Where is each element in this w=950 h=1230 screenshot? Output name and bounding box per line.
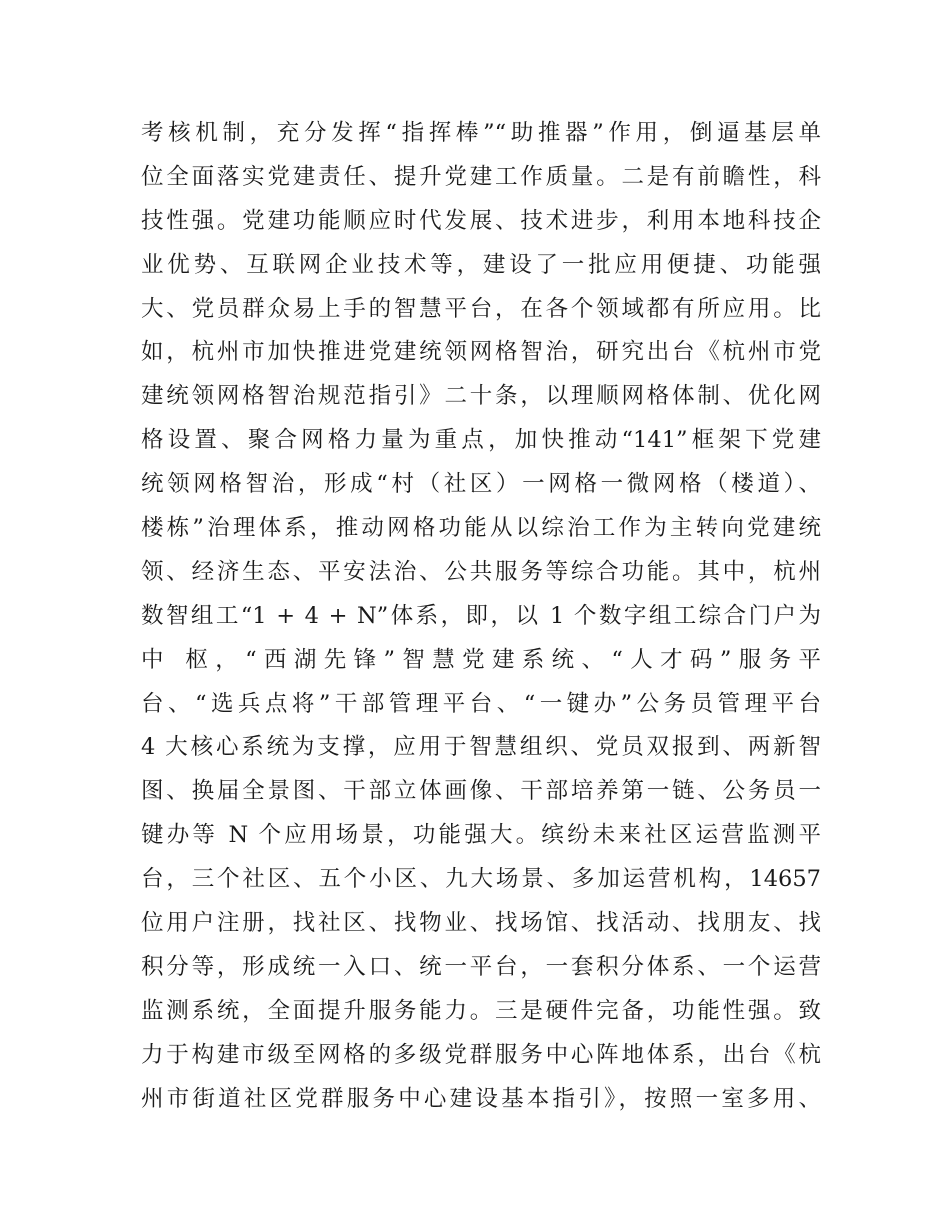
text-line: 业优势、互联网企业技术等，建设了一批应用便捷、功能强 [141,251,821,278]
text-line: 位全面落实党建责任、提升党建工作质量。二是有前瞻性，科 [141,163,821,190]
text-line: 如，杭州市加快推进党建统领网格智治，研究出台《杭州市党 [141,339,821,366]
text-line: 图、换届全景图、干部立体画像、干部培养第一链、公务员一 [141,778,821,805]
text-line: 格设置、聚合网格力量为重点，加快推动“141”框架下党建 [141,427,821,454]
text-line: 4 大核心系统为支撑，应用于智慧组织、党员双报到、两新智 [141,734,821,761]
text-line: 领、经济生态、平安法治、公共服务等综合功能。其中，杭州 [141,558,821,585]
text-line: 中 枢，“西湖先锋”智慧党建系统、“人才码”服务平 [141,646,821,673]
text-line: 力于构建市级至网格的多级党群服务中心阵地体系，出台《杭 [141,1041,821,1068]
text-line: 统领网格智治，形成“村（社区）一网格一微网格（楼道）、 [141,471,821,498]
text-line: 技性强。党建功能顺应时代发展、技术进步，利用本地科技企 [141,207,821,234]
text-line: 台，三个社区、五个小区、九大场景、多加运营机构，14657 [141,866,821,893]
text-line: 监测系统，全面提升服务能力。三是硬件完备，功能性强。致 [141,997,821,1024]
body-paragraph [141,112,821,1121]
text-line: 位用户注册，找社区、找物业、找场馆、找活动、找朋友、找 [141,910,821,937]
text-line: 数智组工“1 + 4 + N”体系，即，以 1 个数字组工综合门户为 [141,602,821,629]
text-line: 建统领网格智治规范指引》二十条，以理顺网格体制、优化网 [141,383,821,410]
text-line: 键办等 N 个应用场景，功能强大。缤纷未来社区运营监测平 [141,822,821,849]
text-line: 台、“选兵点将”干部管理平台、“一键办”公务员管理平台 [141,690,821,717]
text-line: 州市街道社区党群服务中心建设基本指引》，按照一室多用、 [141,1085,821,1112]
text-line: 考核机制，充分发挥“指挥棒”“助推器”作用，倒逼基层单 [141,120,821,146]
text-line: 楼栋”治理体系，推动网格功能从以综治工作为主转向党建统 [141,515,821,542]
text-line: 大、党员群众易上手的智慧平台，在各个领域都有所应用。比 [141,295,821,322]
text-line: 积分等，形成统一入口、统一平台，一套积分体系、一个运营 [141,953,821,980]
